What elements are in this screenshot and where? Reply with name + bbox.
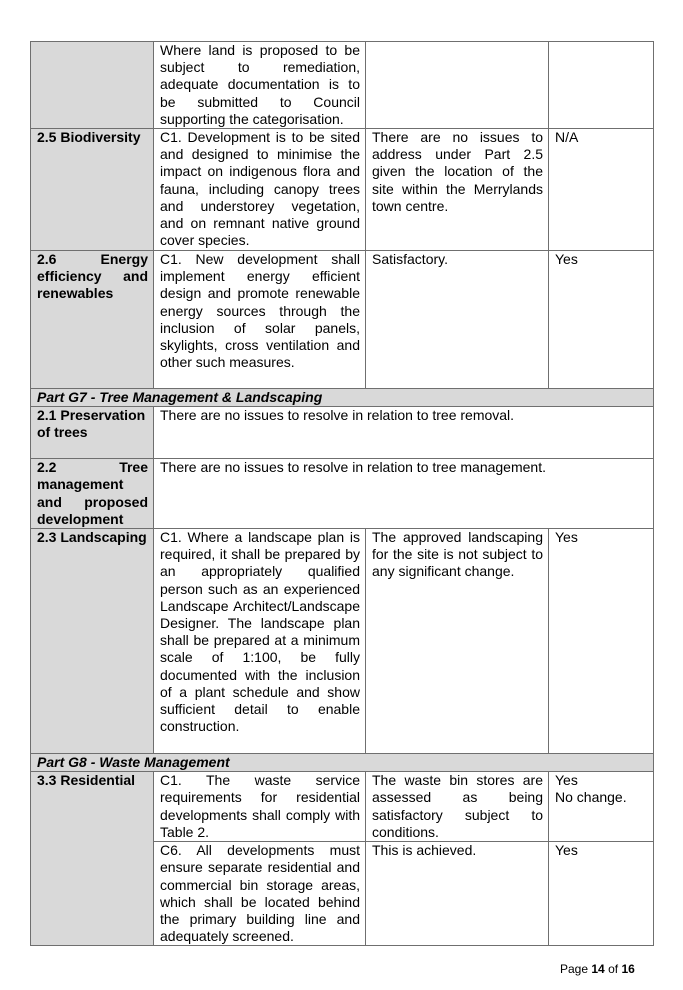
complies-cell: N/A bbox=[549, 129, 654, 251]
complies-cell: Yes bbox=[549, 842, 654, 946]
section-row bbox=[31, 754, 654, 772]
page-number: 14 bbox=[591, 962, 605, 976]
text-cell: There are no issues to resolve in relation to tree management. bbox=[154, 459, 654, 529]
heading-cell: 2.6 Energy efficiency and renewables bbox=[31, 251, 154, 389]
heading-cell: 2.1 Preservation of trees bbox=[31, 407, 154, 459]
table-row bbox=[31, 251, 654, 389]
complies-cell bbox=[549, 42, 654, 129]
compliance-table bbox=[30, 41, 654, 946]
section-heading: Part G7 - Tree Management & Landscaping bbox=[31, 389, 654, 407]
heading-cell: 3.3 Residential bbox=[31, 772, 154, 946]
text-cell: There are no issues to resolve in relation to tree removal. bbox=[154, 407, 654, 459]
table-row bbox=[31, 529, 654, 754]
total-pages: 16 bbox=[621, 962, 635, 976]
complies-cell: Yes bbox=[549, 251, 654, 389]
heading-cell: 2.5 Biodiversity bbox=[31, 129, 154, 251]
complies-value: Yes bbox=[555, 772, 578, 789]
comment-cell bbox=[366, 42, 549, 129]
complies-cell bbox=[549, 772, 654, 842]
comment-cell: The approved landscaping for the site is not subject to any significant change. bbox=[366, 529, 549, 754]
table-row bbox=[31, 42, 654, 129]
page-label: Page bbox=[560, 962, 589, 976]
page-footer bbox=[560, 962, 635, 976]
heading-cell: 2.2 Tree management and proposed development bbox=[31, 459, 154, 529]
comment-cell: This is achieved. bbox=[366, 842, 549, 946]
control-cell: Where land is proposed to be subject to remediation, adequate documentation is to be submitted to Council supporting the categorisation. bbox=[154, 42, 366, 129]
heading-cell bbox=[31, 42, 154, 129]
section-row bbox=[31, 389, 654, 407]
table-row bbox=[31, 129, 654, 251]
complies-cell: Yes bbox=[549, 529, 654, 754]
of-label: of bbox=[608, 962, 619, 976]
table-row bbox=[31, 772, 654, 842]
control-cell: C1. Development is to be sited and designed to minimise the impact on indigenous flora and fauna, including canopy trees and understorey vegetation, and on remnant native ground cover species. bbox=[154, 129, 366, 251]
control-cell: C1. Where a landscape plan is required, it shall be prepared by an appropriately qualified person such as an experienced Landscape Architect/Landscape Designer. The landscape plan shall be prepared at a minimum scale of 1:100, be fully documented with the inclusion of a plant schedule and show sufficient detail to enable construction. bbox=[154, 529, 366, 754]
table-row bbox=[31, 459, 654, 529]
control-cell: C1. New development shall implement energy efficient design and promote renewable energy sources through the inclusion of solar panels, skylights, cross ventilation and other such measures. bbox=[154, 251, 366, 389]
comment-cell: The waste bin stores are assessed as being satisfactory subject to conditions. bbox=[366, 772, 549, 842]
control-cell: C6. All developments must ensure separate residential and commercial bin storage areas, which shall be located behind the primary building line and adequately screened. bbox=[154, 842, 366, 946]
control-cell: C1. The waste service requirements for residential developments shall comply with Table 2. bbox=[154, 772, 366, 842]
heading-cell: 2.3 Landscaping bbox=[31, 529, 154, 754]
comment-cell: There are no issues to address under Part 2.5 given the location of the site within the Merrylands town centre. bbox=[366, 129, 549, 251]
table-row bbox=[31, 407, 654, 459]
section-heading: Part G8 - Waste Management bbox=[31, 754, 654, 772]
comment-cell: Satisfactory. bbox=[366, 251, 549, 389]
complies-note: No change. bbox=[555, 789, 627, 806]
